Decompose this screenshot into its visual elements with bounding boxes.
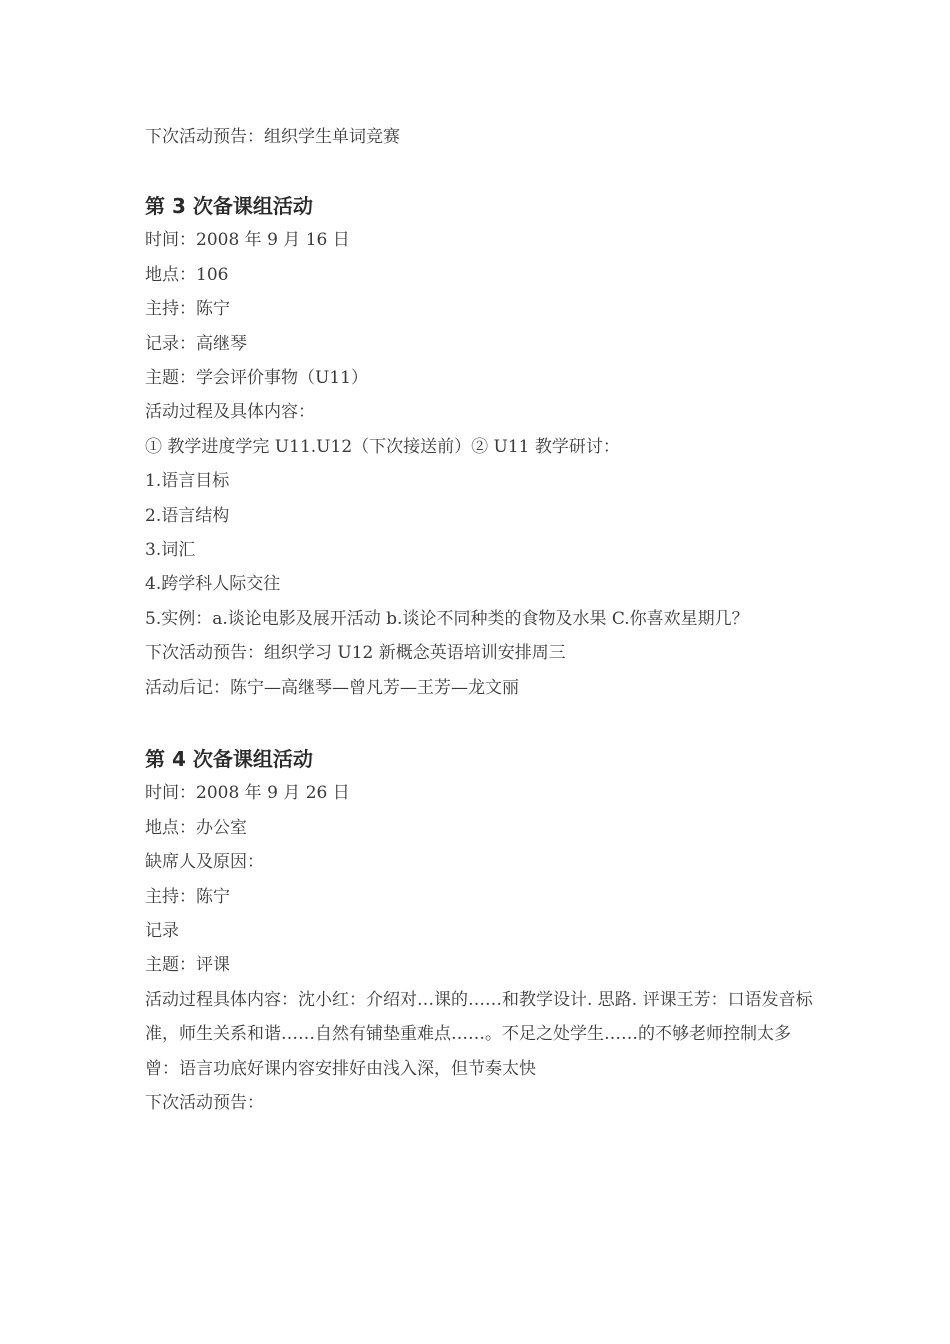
time-line: 时间：2008 年 9 月 26 日 [145, 783, 350, 804]
postscript-line: 活动后记：陈宁—高继琴—曾凡芳—王芳—龙文丽 [145, 677, 519, 698]
comment-line: 曾：语言功底好课内容安排好由浅入深，但节奏太快 [145, 1058, 536, 1079]
next-activity-preview: 下次活动预告：组织学习 U12 新概念英语培训安排周三 [145, 643, 566, 664]
list-item: 5.实例：a.谈论电影及展开活动 b.谈论不同种类的食物及水果 C.你喜欢星期几？ [145, 608, 749, 629]
list-item: 4.跨学科人际交往 [145, 574, 281, 595]
recorder-line: 记录 [145, 921, 179, 942]
previous-activity-preview: 下次活动预告：组织学生单词竞赛 [145, 127, 400, 147]
recorder-line: 记录：高继琴 [145, 333, 247, 354]
process-paragraph: 活动过程具体内容：沈小红：介绍对…课的……和教学设计. 思路. 评课王芳：口语发音标准，师生关系和谐……自然有铺垫重难点……。不足之处学生……的不够老师控制太多 [145, 989, 813, 1045]
activity-section-4 [145, 742, 815, 1120]
location-line: 地点：办公室 [145, 817, 247, 838]
host-line: 主持：陈宁 [145, 886, 230, 907]
location-line: 地点：106 [145, 264, 229, 285]
list-item: 1.语言目标 [145, 471, 230, 492]
activity-section-3 [145, 189, 749, 705]
topic-line: 主题：学会评价事物（U11） [145, 368, 368, 389]
host-line: 主持：陈宁 [145, 299, 230, 320]
list-item: 2.语言结构 [145, 505, 230, 526]
topic-line: 主题：评课 [145, 955, 230, 976]
absence-line: 缺席人及原因： [145, 852, 264, 873]
section-heading: 第 4 次备课组活动 [145, 747, 313, 771]
time-line: 时间：2008 年 9 月 16 日 [145, 230, 350, 251]
process-label: 活动过程及具体内容： [145, 402, 315, 423]
next-activity-preview: 下次活动预告： [145, 1093, 264, 1114]
progress-line: ① 教学进度学完 U11.U12（下次接送前）② U11 教学研讨： [145, 436, 620, 457]
list-item: 3.词汇 [145, 540, 196, 561]
section-heading: 第 3 次备课组活动 [145, 194, 313, 218]
